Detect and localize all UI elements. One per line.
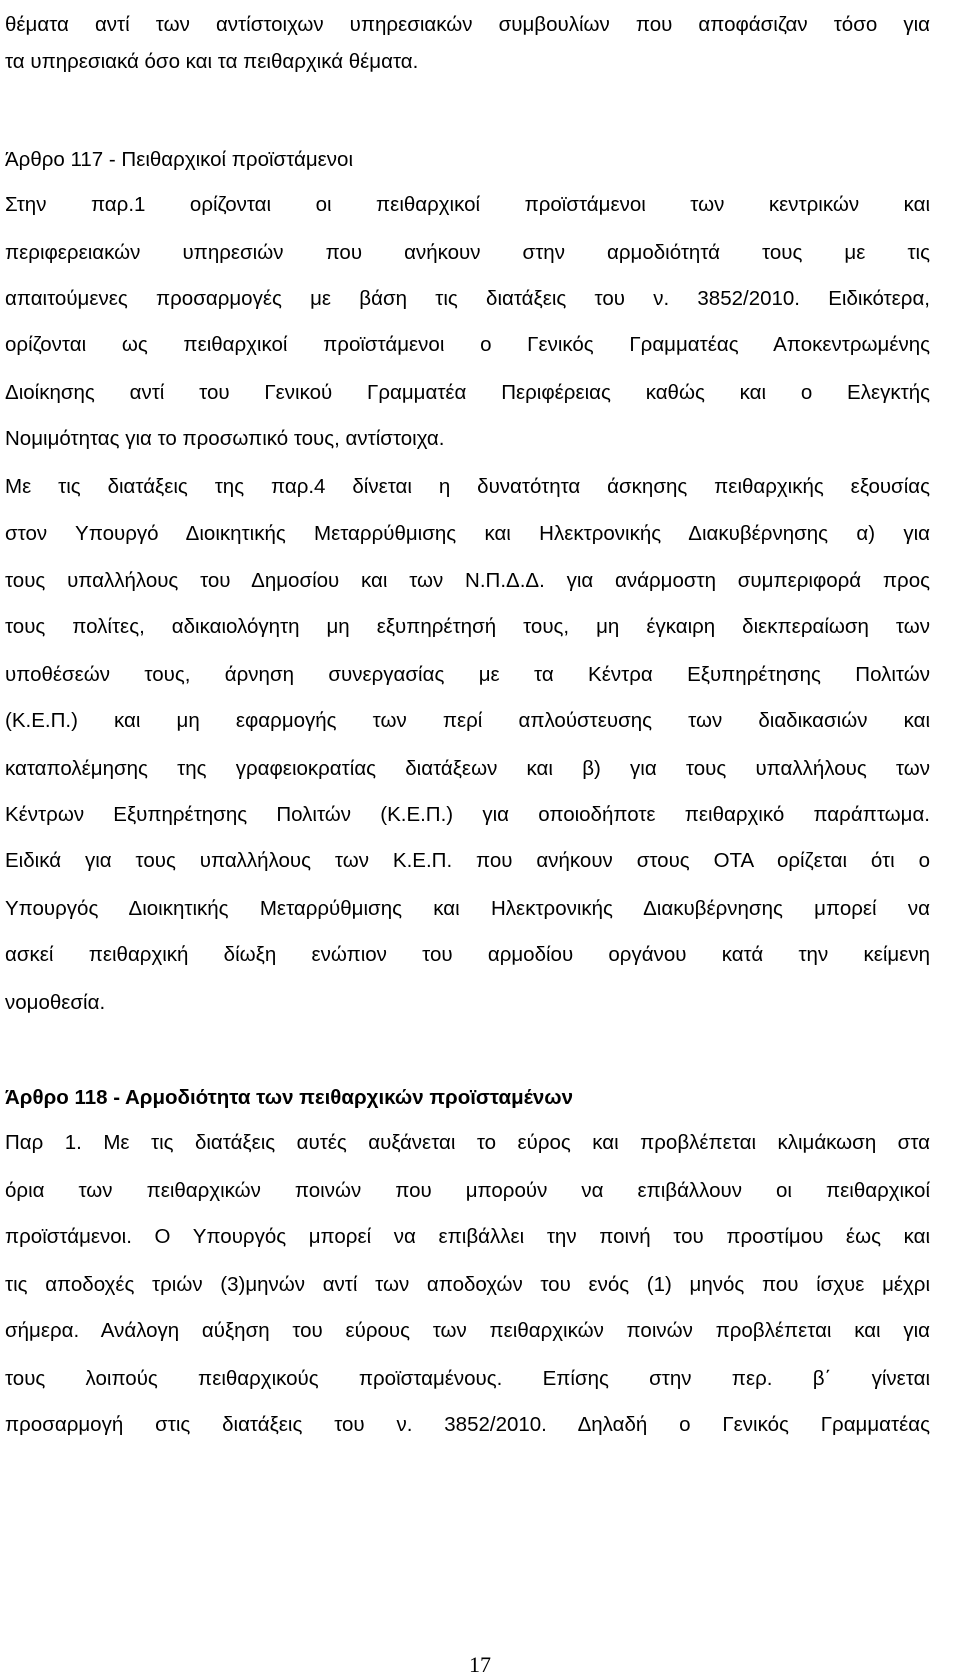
text-line: Ειδικά για τους υπαλλήλους των Κ.Ε.Π. που ανήκουν στους ΟΤΑ ορίζεται ότι ο: [5, 849, 930, 872]
article-117-heading: Άρθρο 117 - Πειθαρχικοί προϊστάμενοι: [5, 148, 354, 171]
text-line: προσαρμογή στις διατάξεις του ν. 3852/2010. Δηλαδή ο Γενικός Γραμματέας: [5, 1413, 930, 1436]
text-line: ασκεί πειθαρχική δίωξη ενώπιον του αρμοδίου οργάνου κατά την κείμενη: [5, 943, 930, 966]
text-line: τα υπηρεσιακά όσο και τα πειθαρχικά θέματα.: [5, 50, 419, 73]
page-number: 17: [469, 1652, 491, 1677]
text-line: Στην παρ.1 ορίζονται οι πειθαρχικοί προϊστάμενοι των κεντρικών και: [5, 193, 930, 216]
text-line: θέματα αντί των αντίστοιχων υπηρεσιακών συμβουλίων που αποφάσιζαν τόσο για: [5, 13, 930, 36]
text-line: Υπουργός Διοικητικής Μεταρρύθμισης και Ηλεκτρονικής Διακυβέρνησης μπορεί να: [5, 897, 930, 920]
text-line: Κέντρων Εξυπηρέτησης Πολιτών (Κ.Ε.Π.) για οποιοδήποτε πειθαρχικό παράπτωμα.: [5, 803, 930, 826]
text-line: όρια των πειθαρχικών ποινών που μπορούν να επιβάλλουν οι πειθαρχικοί: [5, 1179, 930, 1202]
text-line: ορίζονται ως πειθαρχικοί προϊστάμενοι ο Γενικός Γραμματέας Αποκεντρωμένης: [5, 333, 930, 356]
text-line: υποθέσεών τους, άρνηση συνεργασίας με τα Κέντρα Εξυπηρέτησης Πολιτών: [5, 663, 930, 686]
text-line: τους λοιπούς πειθαρχικούς προϊσταμένους. Επίσης στην περ. β΄ γίνεται: [5, 1367, 930, 1390]
text-line: Με τις διατάξεις της παρ.4 δίνεται η δυνατότητα άσκησης πειθαρχικής εξουσίας: [5, 475, 930, 498]
text-line: στον Υπουργό Διοικητικής Μεταρρύθμισης και Ηλεκτρονικής Διακυβέρνησης α) για: [5, 522, 930, 545]
text-line: (Κ.Ε.Π.) και μη εφαρμογής των περί απλούστευσης των διαδικασιών και: [5, 709, 930, 732]
text-line: απαιτούμενες προσαρμογές με βάση τις διατάξεις του ν. 3852/2010. Ειδικότερα,: [5, 287, 930, 310]
text-line: Παρ 1. Με τις διατάξεις αυτές αυξάνεται το εύρος και προβλέπεται κλιμάκωση στα: [5, 1131, 930, 1154]
text-line: τις αποδοχές τριών (3)μηνών αντί των αποδοχών του ενός (1) μηνός που ίσχυε μέχρι: [5, 1273, 930, 1296]
text-line: τους υπαλλήλους του Δημοσίου και των Ν.Π.Δ.Δ. για ανάρμοστη συμπεριφορά προς: [5, 569, 930, 592]
text-line: Νομιμότητας για το προσωπικό τους, αντίστοιχα.: [5, 427, 445, 450]
text-line: τους πολίτες, αδικαιολόγητη μη εξυπηρέτησή τους, μη έγκαιρη διεκπεραίωση των: [5, 615, 930, 638]
text-line: προϊστάμενοι. Ο Υπουργός μπορεί να επιβάλλει την ποινή του προστίμου έως και: [5, 1225, 930, 1248]
text-line: Διοίκησης αντί του Γενικού Γραμματέα Περιφέρειας καθώς και ο Ελεγκτής: [5, 381, 930, 404]
article-118-heading: Άρθρο 118 - Αρμοδιότητα των πειθαρχικών προϊσταμένων: [5, 1086, 574, 1109]
text-line: καταπολέμησης της γραφειοκρατίας διατάξεων και β) για τους υπαλλήλους των: [5, 757, 930, 780]
text-line: περιφερειακών υπηρεσιών που ανήκουν στην αρμοδιότητά τους με τις: [5, 241, 930, 264]
text-line: νομοθεσία.: [5, 991, 106, 1014]
text-line: σήμερα. Ανάλογη αύξηση του εύρους των πειθαρχικών ποινών προβλέπεται και για: [5, 1319, 930, 1342]
